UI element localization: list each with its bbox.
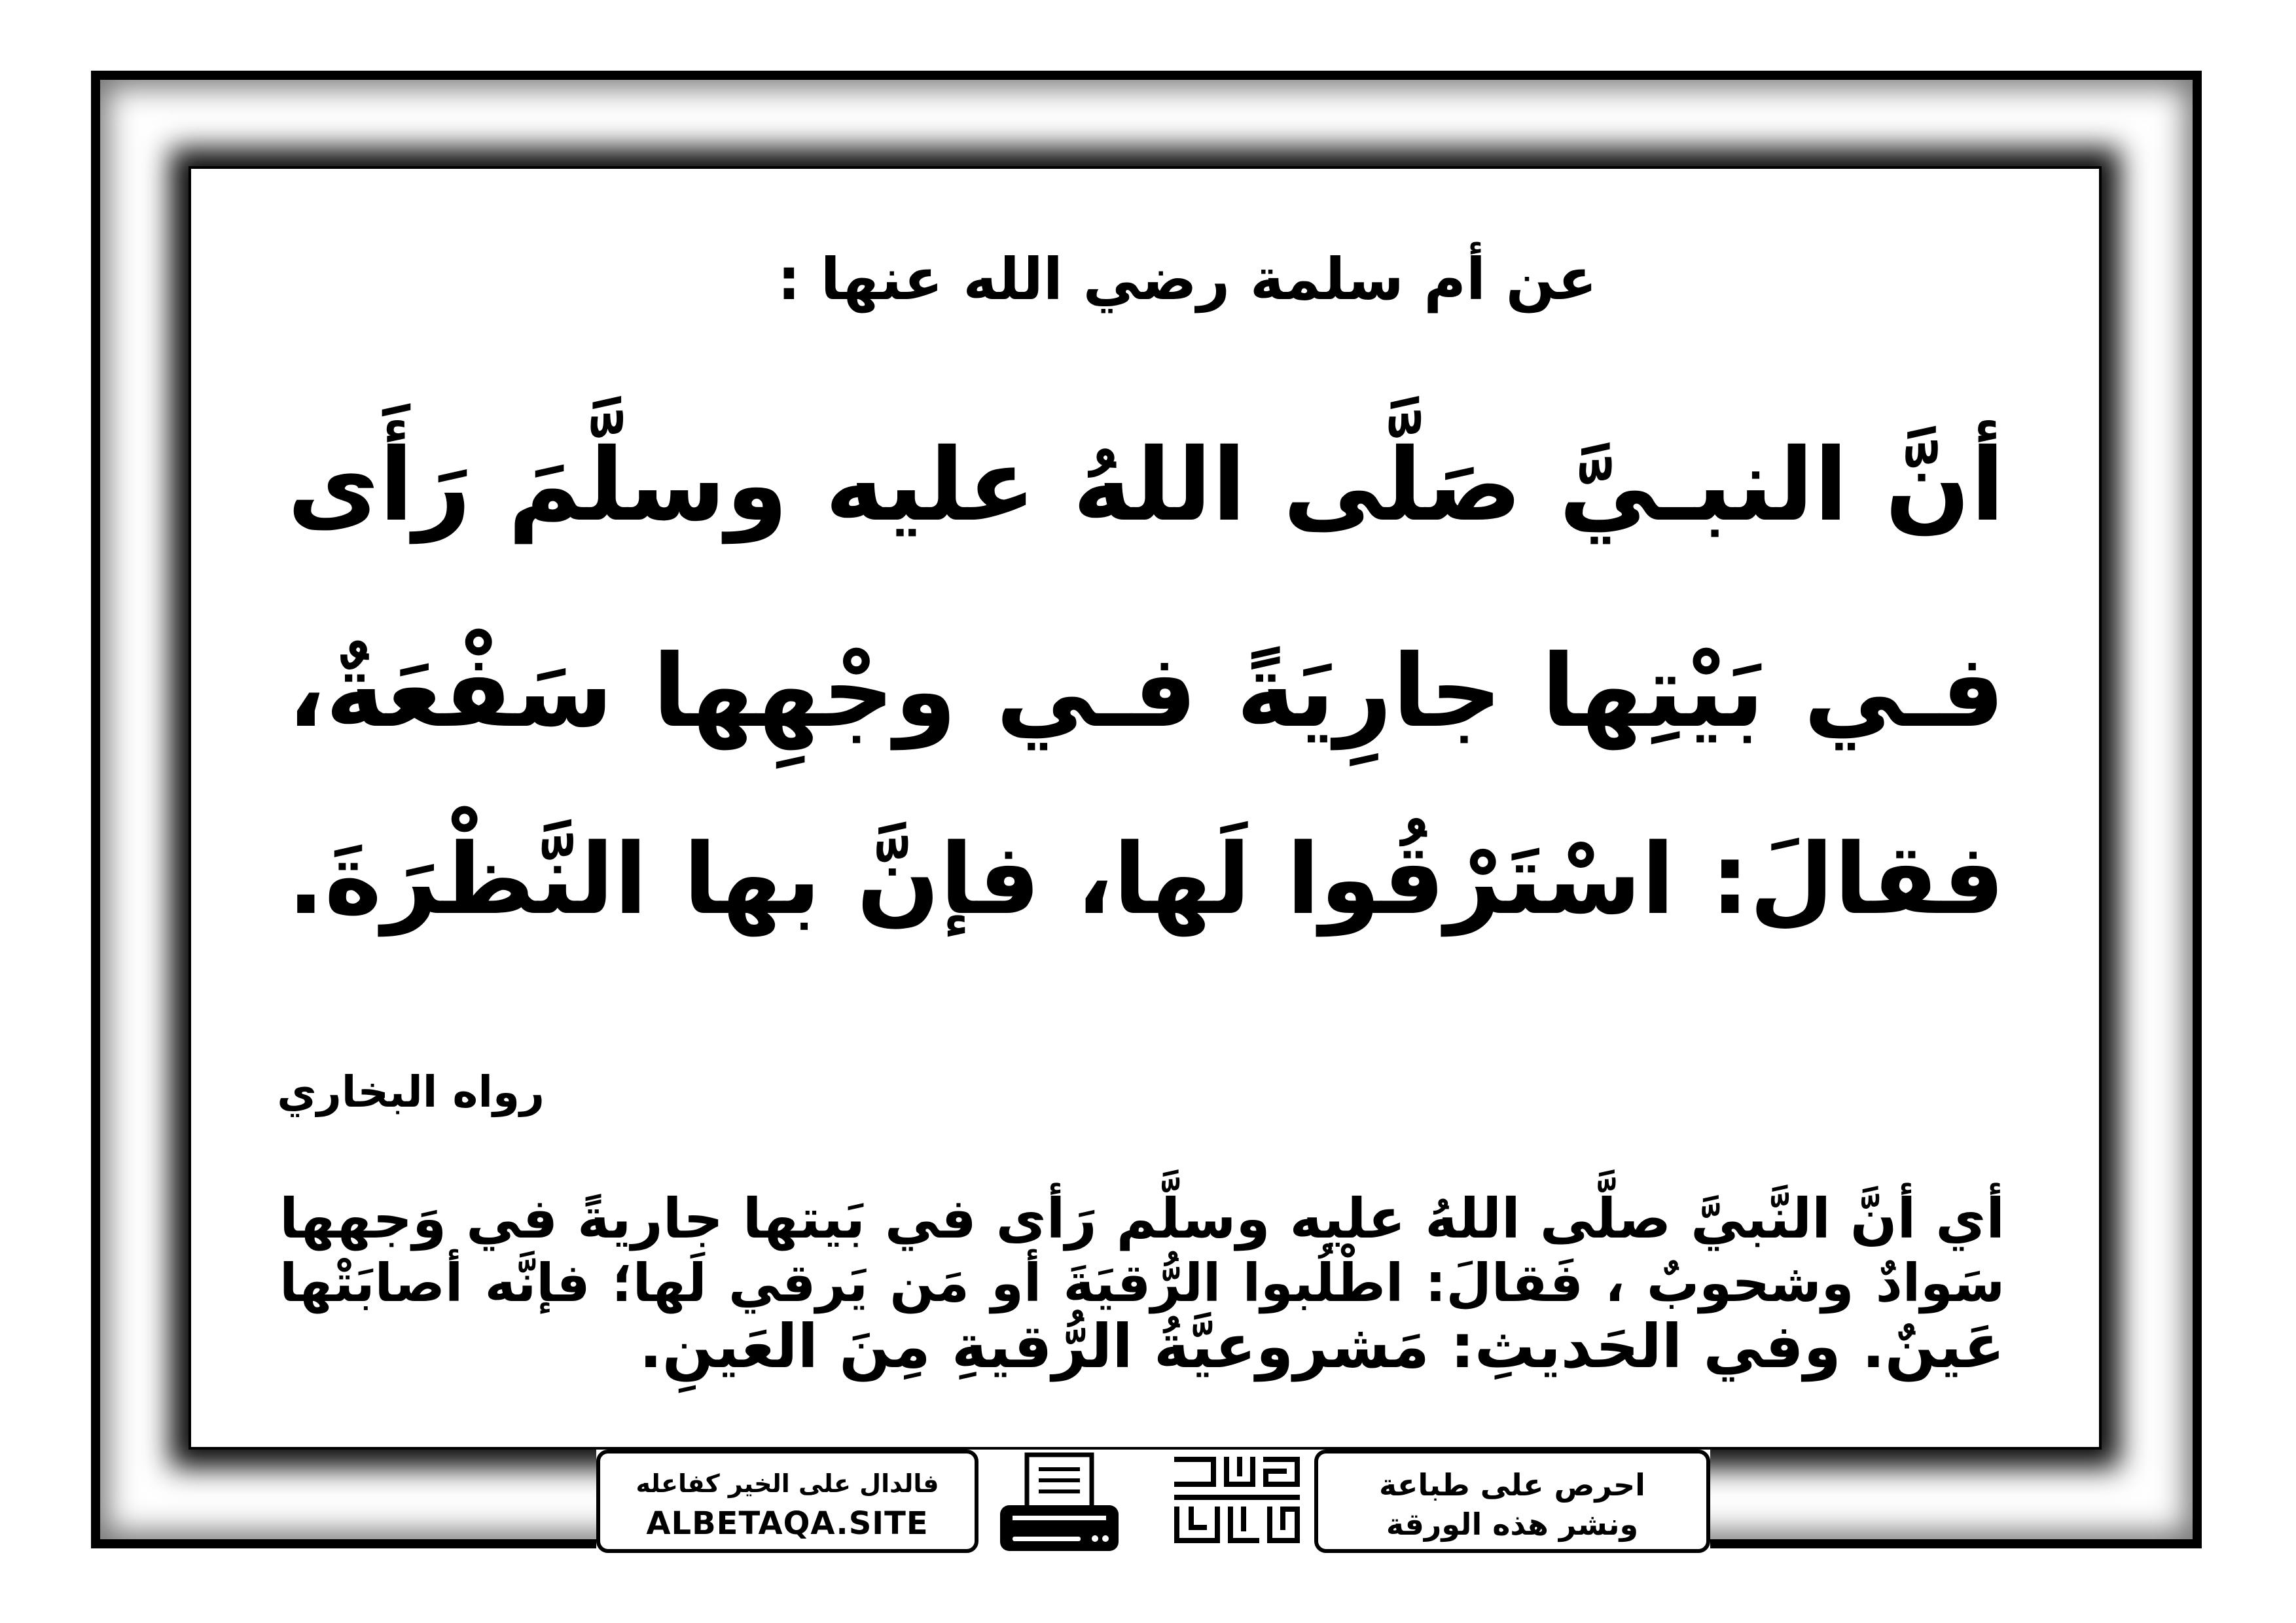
- footer-website-box: [596, 1450, 978, 1553]
- hadith-line-3: فقالَ: اسْتَرْقُوا لَها، فإنَّ بها النَّظْرَةَ.: [287, 823, 2005, 936]
- footer-slogan: فالدال على الخير كفاعله: [636, 1469, 939, 1498]
- explanation-line-3: عَينٌ. وفي الحَديثِ: مَشروعيَّةُ الرُّقيةِ مِنَ العَينِ.: [639, 1311, 2005, 1382]
- source-attribution: رواه البخاري: [277, 1067, 545, 1117]
- explanation-line-1: أي أنَّ النَّبيَّ صلَّى اللهُ عليه وسلَّم رَأى في بَيتها جاريةً في وَجهها: [279, 1186, 2005, 1251]
- hadith-line-2: فـي بَيْتِها جارِيَةً فـي وجْهِها سَفْعَةٌ،: [287, 633, 2005, 750]
- brand-logo: [1172, 1455, 1302, 1546]
- print-reminder-line-2: ونشر هذه الورقة: [1386, 1507, 1639, 1542]
- hadith-line-1: أنَّ النبـيَّ صَلَّى اللهُ عليه وسلَّمَ رَأَى: [287, 427, 2005, 544]
- footer-bar: [596, 1450, 1710, 1553]
- printer-icon: [998, 1452, 1121, 1553]
- print-reminder-line-1: احرص على طباعة: [1379, 1467, 1645, 1503]
- explanation-line-2: سَوادٌ وشحوبٌ ، فَقالَ: اطْلُبوا الرُّقيَةَ أو مَن يَرقي لَها؛ فإنَّه أصابَتْها: [279, 1253, 2005, 1313]
- narrator-header: عن أم سلمة رضي الله عنها :: [777, 245, 1597, 313]
- footer-website: ALBETAQA.SITE: [646, 1505, 929, 1542]
- footer-print-reminder-box: [1314, 1450, 1710, 1553]
